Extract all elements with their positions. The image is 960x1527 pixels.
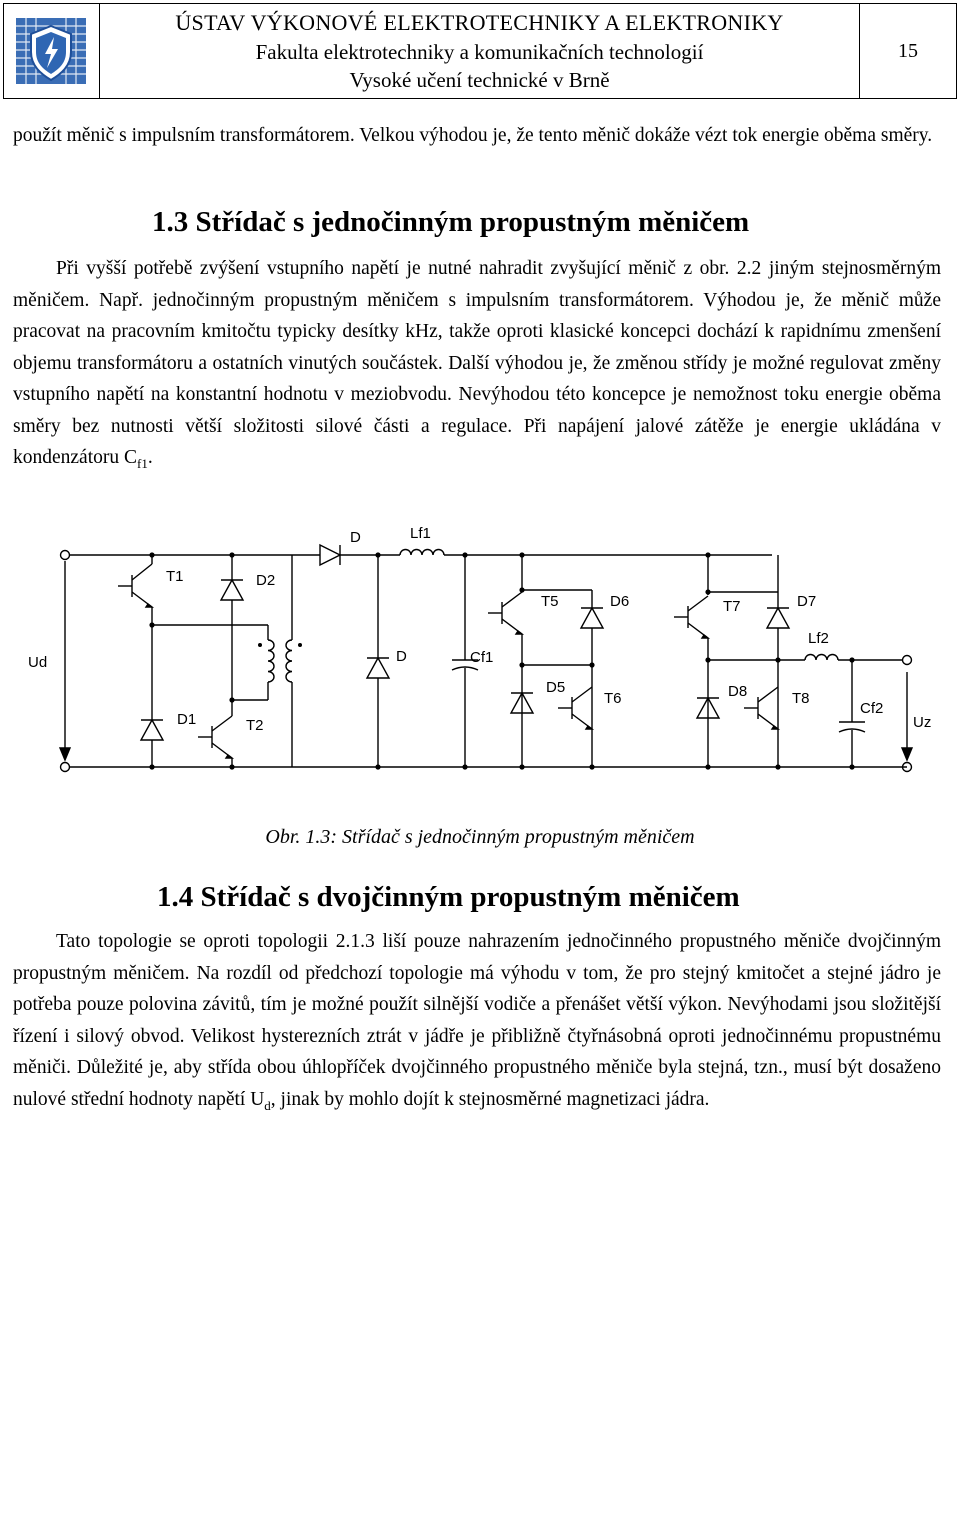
circuit-diagram — [0, 510, 960, 800]
label-lf2: Lf2 — [808, 630, 829, 647]
section-heading-1-4: 1.4 Střídač s dvojčinným propustným měničem — [157, 881, 740, 913]
label-d6: D6 — [610, 593, 630, 610]
paragraph-1-3 — [13, 253, 941, 479]
label-uz: Uz — [913, 714, 932, 731]
header-titles — [100, 4, 860, 98]
paragraph-1-4 — [13, 926, 941, 1121]
paragraph-1-3-end: . — [147, 447, 153, 468]
label-d2: D2 — [256, 572, 276, 589]
label-t8: T8 — [792, 690, 810, 707]
figure-caption: Obr. 1.3: Střídač s jednočinným propustným měničem — [265, 826, 695, 848]
label-ud: Ud — [28, 654, 48, 671]
label-d-mid: D — [396, 648, 407, 665]
institute-name: ÚSTAV VÝKONOVÉ ELEKTROTECHNIKY A ELEKTRONIKY — [175, 10, 784, 35]
label-cf2: Cf2 — [860, 700, 884, 717]
subscript-d: d — [264, 1097, 271, 1113]
subscript-f1: f1 — [137, 455, 148, 471]
label-t7: T7 — [723, 598, 741, 615]
page-number: 15 — [898, 39, 918, 62]
page-header — [3, 3, 957, 99]
university-logo — [4, 4, 100, 98]
paragraph-1-3-text: Při vyšší potřebě zvýšení vstupního napětí je nutné nahradit zvyšující měnič z obr. 2.2 jiným stejnosměrným měničem. Např. jednočinným propustným měničem s impulsním transformátorem. Výhodou je, že měnič může pracovat na pracovním kmitočtu typicky desítky kHz, takže oproti klasické koncepci dochází k rapidnímu zmenšení objemu transformátoru a ostatních vinutých součástek. Další výhodou je, že změnou střídy je možné regulovat změny vstupního napětí na konstantní hodnotu v meziobvodu. Nevýhodou této koncepce je nemožnost toku energie oběma směry bez nutnosti větší složitosti silové části a regulace. Při napájení jalové zátěže je energie ukládána v kondenzátoru C — [13, 258, 941, 468]
label-d-top: D — [350, 529, 361, 546]
section-heading-1-3: 1.3 Střídač s jednočinným propustným měničem — [152, 206, 750, 238]
label-d1: D1 — [177, 711, 197, 728]
university-name: Vysoké učení technické v Brně — [349, 68, 610, 92]
label-lf1: Lf1 — [410, 525, 431, 542]
label-d8: D8 — [728, 683, 748, 700]
paragraph-intro: použít měnič s impulsním transformátorem. Velkou výhodou je, že tento měnič dokáže vézt tok energie oběma směry. — [13, 125, 933, 146]
paragraph-1-4-text: Tato topologie se oproti topologii 2.1.3 liší pouze nahrazením jednočinného propustného měniče dvojčinným propustným měničem. Na rozdíl od předchozí topologie má výhodu v tom, že pro stejný kmitočet a stejné jádro je potřeba pouze polovina závitů, tím je možné použít silnější vodiče a přenášet větší výkon. Nevýhodami jsou složitější řízení i silový obvod. Velikost hysterezních ztrát v jádře je přibližně čtyřnásobná oproti jednočinnému propustnému měniči. Důležité je, aby střída obou úhlopříček dvojčinného propustného měniče byla stejná, tzn., musí být dosaženo nulové střední hodnoty napětí U — [13, 931, 941, 1110]
label-t6: T6 — [604, 690, 622, 707]
label-t2: T2 — [246, 717, 264, 734]
shield-bolt-icon — [4, 4, 98, 98]
faculty-name: Fakulta elektrotechniky a komunikačních technologií — [255, 40, 704, 64]
label-t1: T1 — [166, 568, 184, 585]
label-d7: D7 — [797, 593, 817, 610]
paragraph-1-4-end: , jinak by mohlo dojít k stejnosměrné magnetizaci jádra. — [270, 1088, 710, 1110]
label-t5: T5 — [541, 593, 559, 610]
label-cf1: Cf1 — [470, 649, 494, 666]
label-d5: D5 — [546, 679, 566, 696]
